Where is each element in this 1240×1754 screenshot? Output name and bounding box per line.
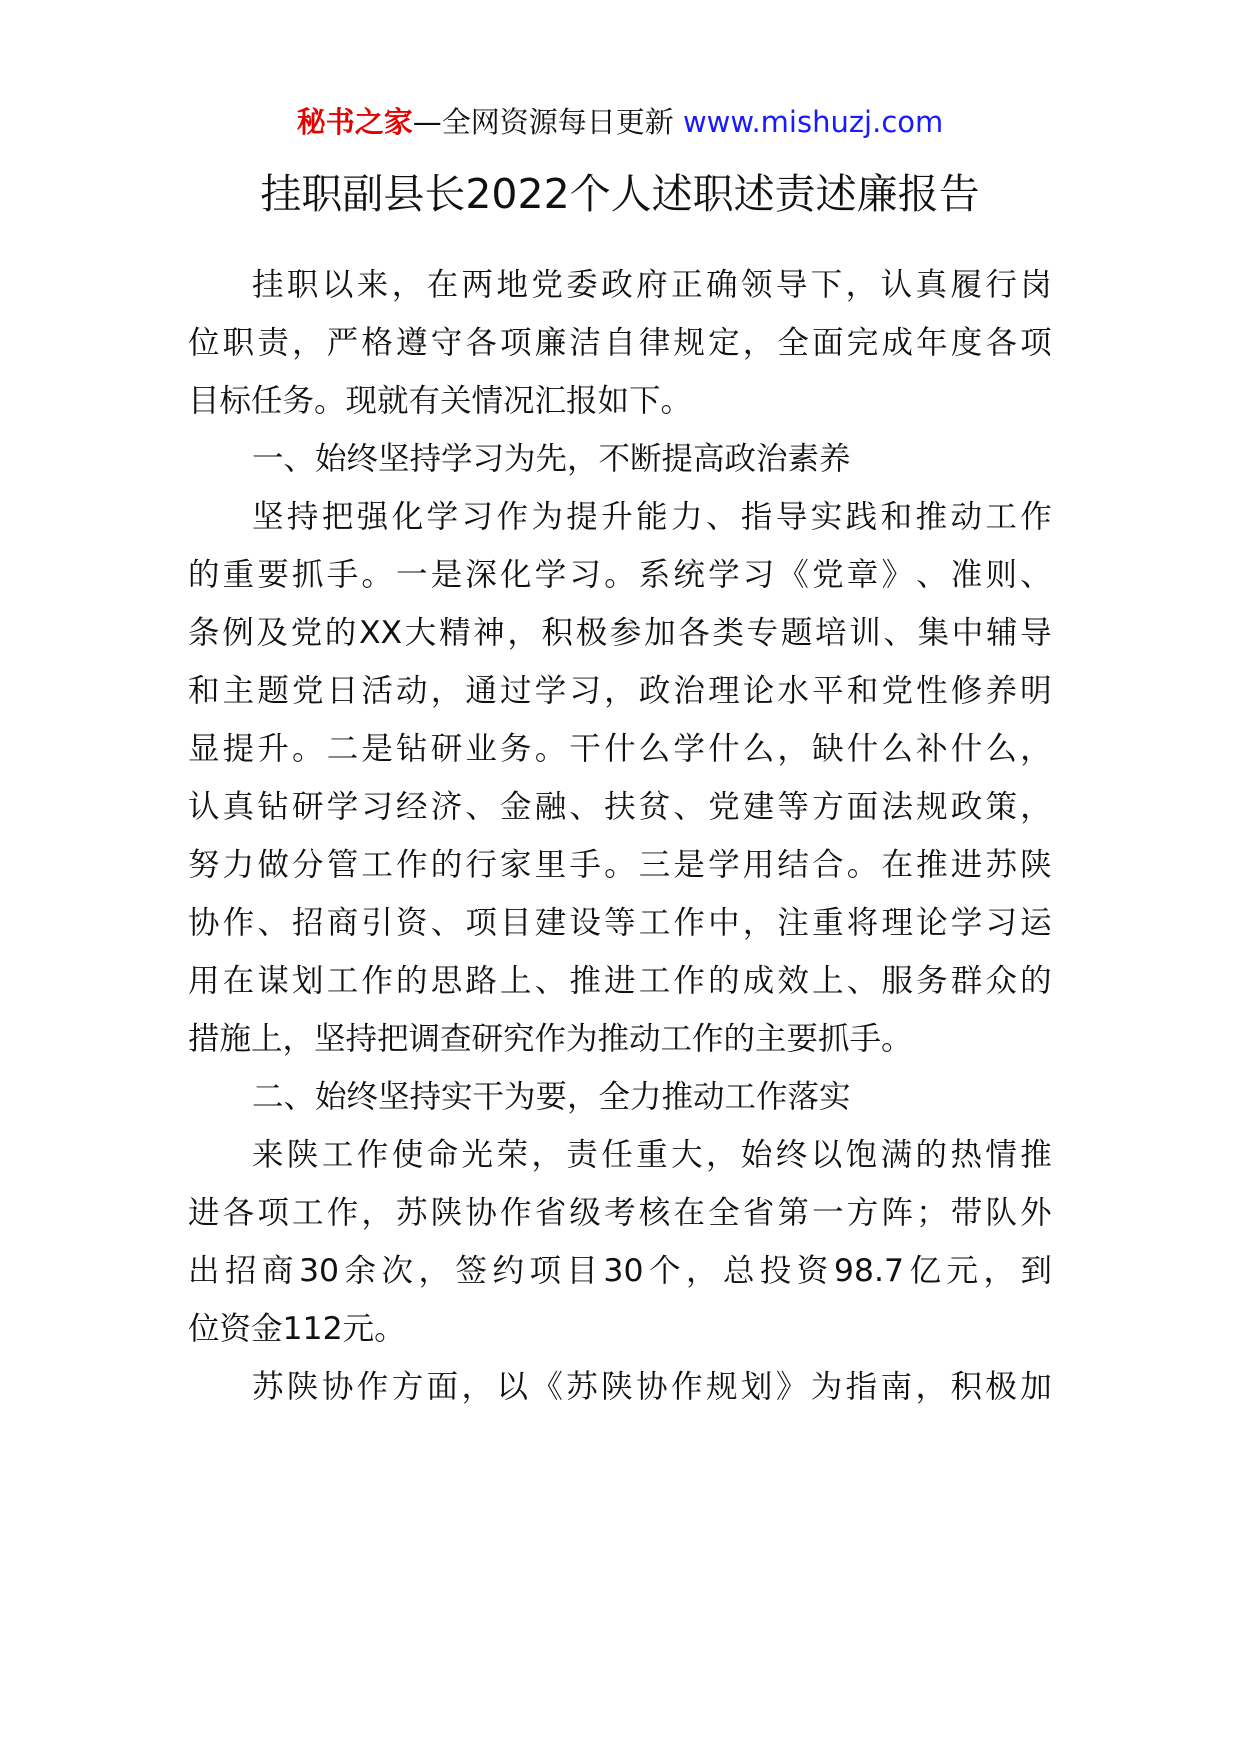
paragraph-line: 位 职 责 ， 严 格 遵 守 各 项 廉 洁 自 律 规 定 ， 全 面 完 成 年 度 各 项 — [188, 325, 1052, 361]
paragraph-line: 出 招 商 30 余 次 ， 签 约 项 目 30 个 ， 总 投 资 98.7 亿 元 ， 到 — [188, 1253, 1052, 1289]
paragraph-line: 和 主 题 党 日 活 动 ， 通 过 学 习 ， 政 治 理 论 水 平 和 党 性 修 养 明 — [188, 673, 1052, 709]
paragraph-line: 努 力 做 分 管 工 作 的 行 家 里 手 。 三 是 学 用 结 合 。 在 推 进 苏 陕 — [188, 847, 1052, 883]
paragraph-line: 用 在 谋 划 工 作 的 思 路 上 、 推 进 工 作 的 成 效 上 、 服 务 群 众 的 — [188, 963, 1052, 999]
paragraph-line: 显 提 升 。 二 是 钻 研 业 务 。 干 什 么 学 什 么 ， 缺 什 么 补 什 么 ， — [188, 731, 1052, 767]
header-tagline: 全网资源每日更新 — [441, 105, 674, 139]
site-url-link[interactable]: www.mishuzj.com — [682, 105, 944, 139]
section-heading: 一、始终坚持学习为先，不断提高政治素养 — [252, 441, 851, 477]
paragraph-line: 坚 持 把 强 化 学 习 作 为 提 升 能 力 、 指 导 实 践 和 推 动 工 作 — [252, 499, 1052, 535]
document-title: 挂职副县长2022个人述职述责述廉报告 — [260, 170, 980, 218]
section-heading: 二、始终坚持实干为要，全力推动工作落实 — [252, 1079, 851, 1115]
site-header — [0, 102, 1240, 142]
paragraph-line: 位资金112元。 — [188, 1311, 406, 1347]
paragraph-line: 苏 陕 协 作 方 面 ， 以 《 苏 陕 协 作 规 划 》 为 指 南 ， 积 极 加 — [252, 1369, 1052, 1405]
site-brand: 秘书之家 — [296, 105, 413, 139]
paragraph-line: 的 重 要 抓 手 。 一 是 深 化 学 习 。 系 统 学 习 《 党 章 》 、 准 则 、 — [188, 557, 1052, 593]
paragraph-line: 条 例 及 党 的 XX 大 精 神 ， 积 极 参 加 各 类 专 题 培 训 、 集 中 辅 导 — [188, 615, 1052, 651]
paragraph-line: 目标任务。现就有关情况汇报如下。 — [188, 383, 693, 419]
paragraph-line: 认 真 钻 研 学 习 经 济 、 金 融 、 扶 贫 、 党 建 等 方 面 法 规 政 策 ， — [188, 789, 1052, 825]
paragraph-line: 进 各 项 工 作 ， 苏 陕 协 作 省 级 考 核 在 全 省 第 一 方 阵 ； 带 队 外 — [188, 1195, 1052, 1231]
paragraph-line: 协 作 、 招 商 引 资 、 项 目 建 设 等 工 作 中 ， 注 重 将 理 论 学 习 运 — [188, 905, 1052, 941]
paragraph-line: 措施上，坚持把调查研究作为推动工作的主要抓手。 — [188, 1021, 913, 1057]
header-separator: — — [412, 105, 442, 139]
paragraph-line: 来 陕 工 作 使 命 光 荣 ， 责 任 重 大 ， 始 终 以 饱 满 的 热 情 推 — [252, 1137, 1052, 1173]
paragraph-line: 挂 职 以 来 ， 在 两 地 党 委 政 府 正 确 领 导 下 ， 认 真 履 行 岗 — [252, 267, 1052, 303]
